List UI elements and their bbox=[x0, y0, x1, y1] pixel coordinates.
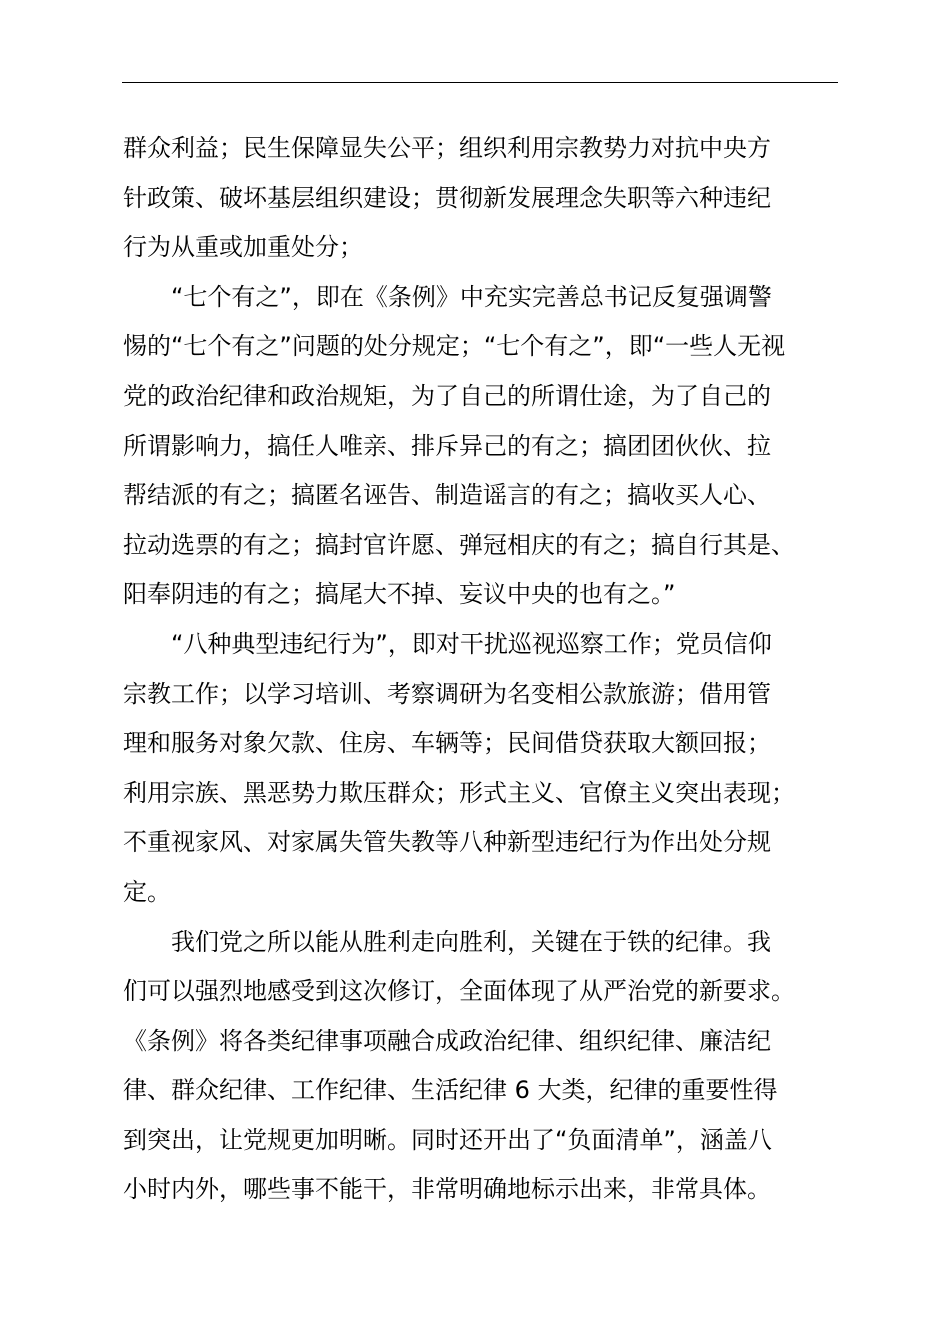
text-line: 帮结派的有之；搞匿名诬告、制造谣言的有之；搞收买人心、 bbox=[123, 481, 771, 510]
text-line: 宗教工作；以学习培训、考察调研为名变相公款旅游；借用管 bbox=[123, 679, 771, 708]
text-line: 针政策、破坏基层组织建设；贯彻新发展理念失职等六种违纪 bbox=[123, 183, 771, 212]
text-line: 阳奉阴违的有之；搞尾大不掉、妄议中央的也有之。” bbox=[123, 580, 676, 609]
paragraph-start-line: “八种典型违纪行为”，即对干扰巡视巡察工作；党员信仰 bbox=[171, 629, 772, 658]
header-rule bbox=[122, 82, 838, 83]
text-line: 行为从重或加重处分； bbox=[123, 233, 363, 262]
text-line: 利用宗族、黑恶势力欺压群众；形式主义、官僚主义突出表现； bbox=[123, 778, 795, 807]
text-line: 《条例》将各类纪律事项融合成政治纪律、组织纪律、廉洁纪 bbox=[123, 1026, 771, 1055]
text-line: 党的政治纪律和政治规矩，为了自己的所谓仕途，为了自己的 bbox=[123, 381, 771, 410]
text-line: 拉动选票的有之；搞封官许愿、弹冠相庆的有之；搞自行其是、 bbox=[123, 530, 795, 559]
text-line: 到突出，让党规更加明晰。同时还开出了“负面清单”，涵盖八 bbox=[123, 1125, 772, 1154]
text-line: 群众利益；民生保障显失公平；组织利用宗教势力对抗中央方 bbox=[123, 134, 771, 162]
text-line: 定。 bbox=[123, 877, 171, 906]
text-line: 律、群众纪律、工作纪律、生活纪律 6 大类，纪律的重要性得 bbox=[123, 1076, 778, 1105]
text-line: 们可以强烈地感受到这次修订，全面体现了从严治党的新要求。 bbox=[123, 977, 795, 1006]
paragraph-start-line: “七个有之”，即在《条例》中充实完善总书记反复强调警 bbox=[171, 282, 772, 311]
text-line: 理和服务对象欠款、住房、车辆等；民间借贷获取大额回报； bbox=[123, 729, 771, 758]
document-body bbox=[123, 124, 853, 1215]
text-line: 所谓影响力，搞任人唯亲、排斥异己的有之；搞团团伙伙、拉 bbox=[123, 431, 771, 460]
text-line: 不重视家风、对家属失管失教等八种新型违纪行为作出处分规 bbox=[123, 828, 771, 857]
text-line: 惕的“七个有之”问题的处分规定；“七个有之”，即“一些人无视 bbox=[123, 332, 786, 361]
text-line: 小时内外，哪些事不能干，非常明确地标示出来，非常具体。 bbox=[123, 1175, 771, 1204]
paragraph-start-line: 我们党之所以能从胜利走向胜利，关键在于铁的纪律。我 bbox=[171, 927, 771, 956]
